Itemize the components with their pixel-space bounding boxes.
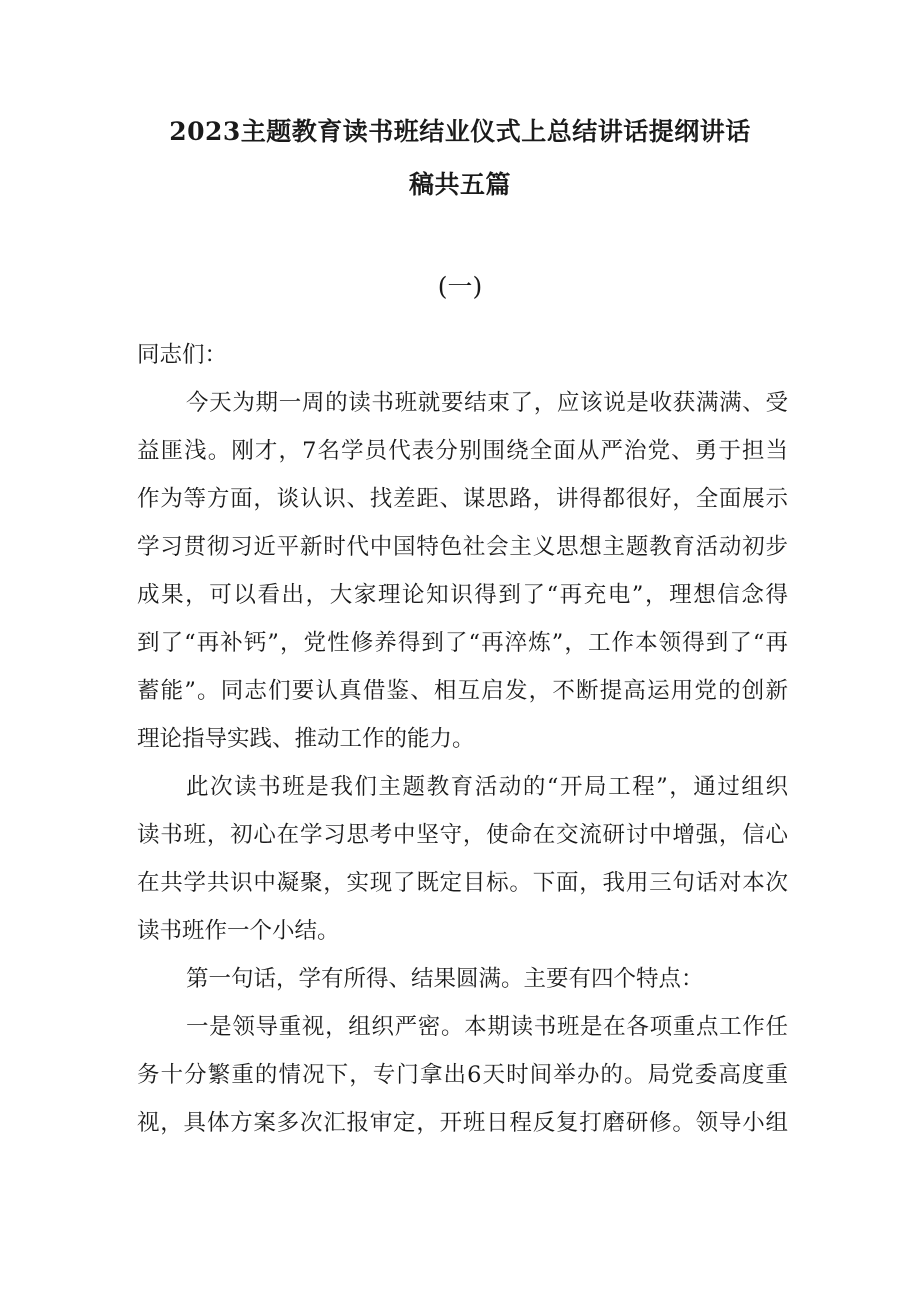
text-line: 第一句话，学有所得、结果圆满。主要有四个特点： (186, 966, 704, 992)
document-title-line-1: 2023主题教育读书班结业仪式上总结讲话提纲讲话 (169, 117, 751, 146)
text-line: 蓄能”。同志们要认真借鉴、相互启发，不断提高运用党的创新 (137, 678, 788, 704)
text-line: 益匪浅。刚才，7名学员代表分别围绕全面从严治党、勇于担当 (137, 438, 788, 464)
text-line: 务十分繁重的情况下，专门拿出6天时间举办的。局党委高度重 (137, 1062, 788, 1088)
text-line: 一是领导重视，组织严密。本期读书班是在各项重点工作任 (186, 1014, 788, 1040)
salutation: 同志们： (137, 342, 228, 368)
text-line: 读书班作一个小结。 (137, 918, 340, 944)
text-line: 此次读书班是我们主题教育活动的“开局工程”，通过组织 (186, 774, 788, 800)
text-line: 到了“再补钙”，党性修养得到了“再淬炼”，工作本领得到了“再 (137, 630, 788, 656)
text-line: 成果，可以看出，大家理论知识得到了“再充电”，理想信念得 (137, 582, 788, 608)
text-line: 在共学共识中凝聚，实现了既定目标。下面，我用三句话对本次 (137, 870, 788, 896)
section-marker: (一) (437, 272, 483, 301)
text-line: 视，具体方案多次汇报审定，开班日程反复打磨研修。领导小组 (137, 1110, 788, 1136)
text-line: 读书班，初心在学习思考中坚守，使命在交流研讨中增强，信心 (137, 822, 788, 848)
text-line: 作为等方面，谈认识、找差距、谋思路，讲得都很好，全面展示 (137, 486, 788, 512)
document-title-line-2: 稿共五篇 (408, 170, 511, 199)
text-line: 学习贯彻习近平新时代中国特色社会主义思想主题教育活动初步 (137, 534, 788, 560)
text-line: 理论指导实践、推动工作的能力。 (137, 726, 475, 752)
text-line: 今天为期一周的读书班就要结束了，应该说是收获满满、受 (186, 390, 788, 416)
